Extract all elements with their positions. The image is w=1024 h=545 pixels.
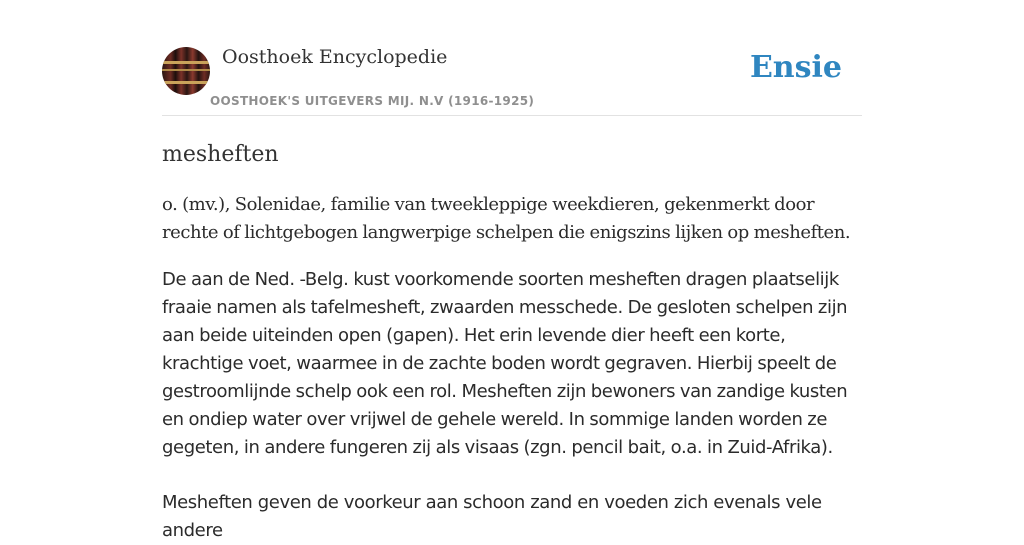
encyclopedia-books-icon[interactable] xyxy=(162,47,210,95)
publisher-label: OOSTHOEK'S UITGEVERS MIJ. N.V (1916-1925) xyxy=(210,94,535,108)
page-title: mesheften xyxy=(162,142,279,167)
body-paragraph: De aan de Ned. -Belg. kust voorkomende soorten mesheften dragen plaatselijk fraaie namen als tafelmesheft, zwaarden messchede. De gesloten schelpen zijn aan beide uiteinden open (gapen). Het erin levende dier heeft een korte, krachtige voet, waarmee in de zachte boden wordt gegraven. Hierbij speelt de gestroomlijnde schelp ook een rol. Mesheften zijn bewoners van zandige kusten en ondiep water over vrijwel de gehele wereld. In sommige landen worden ze gegeten, in andere fungeren zij als visaas (zgn. pencil bait, o.a. in Zuid-Afrika). xyxy=(162,269,848,458)
ensie-logo[interactable]: Ensie xyxy=(749,50,842,85)
definition-paragraph: o. (mv.), Solenidae, familie van tweekleppige weekdieren, gekenmerkt door rechte of lichtgebogen langwerpige schelpen die enigszins lijken op mesheften. xyxy=(162,194,851,243)
body-paragraph: Mesheften geven de voorkeur aan schoon zand en voeden zich evenals vele andere xyxy=(162,492,822,541)
article-page xyxy=(162,0,862,545)
source-header xyxy=(162,0,862,116)
source-title[interactable]: Oosthoek Encyclopedie xyxy=(222,46,448,68)
